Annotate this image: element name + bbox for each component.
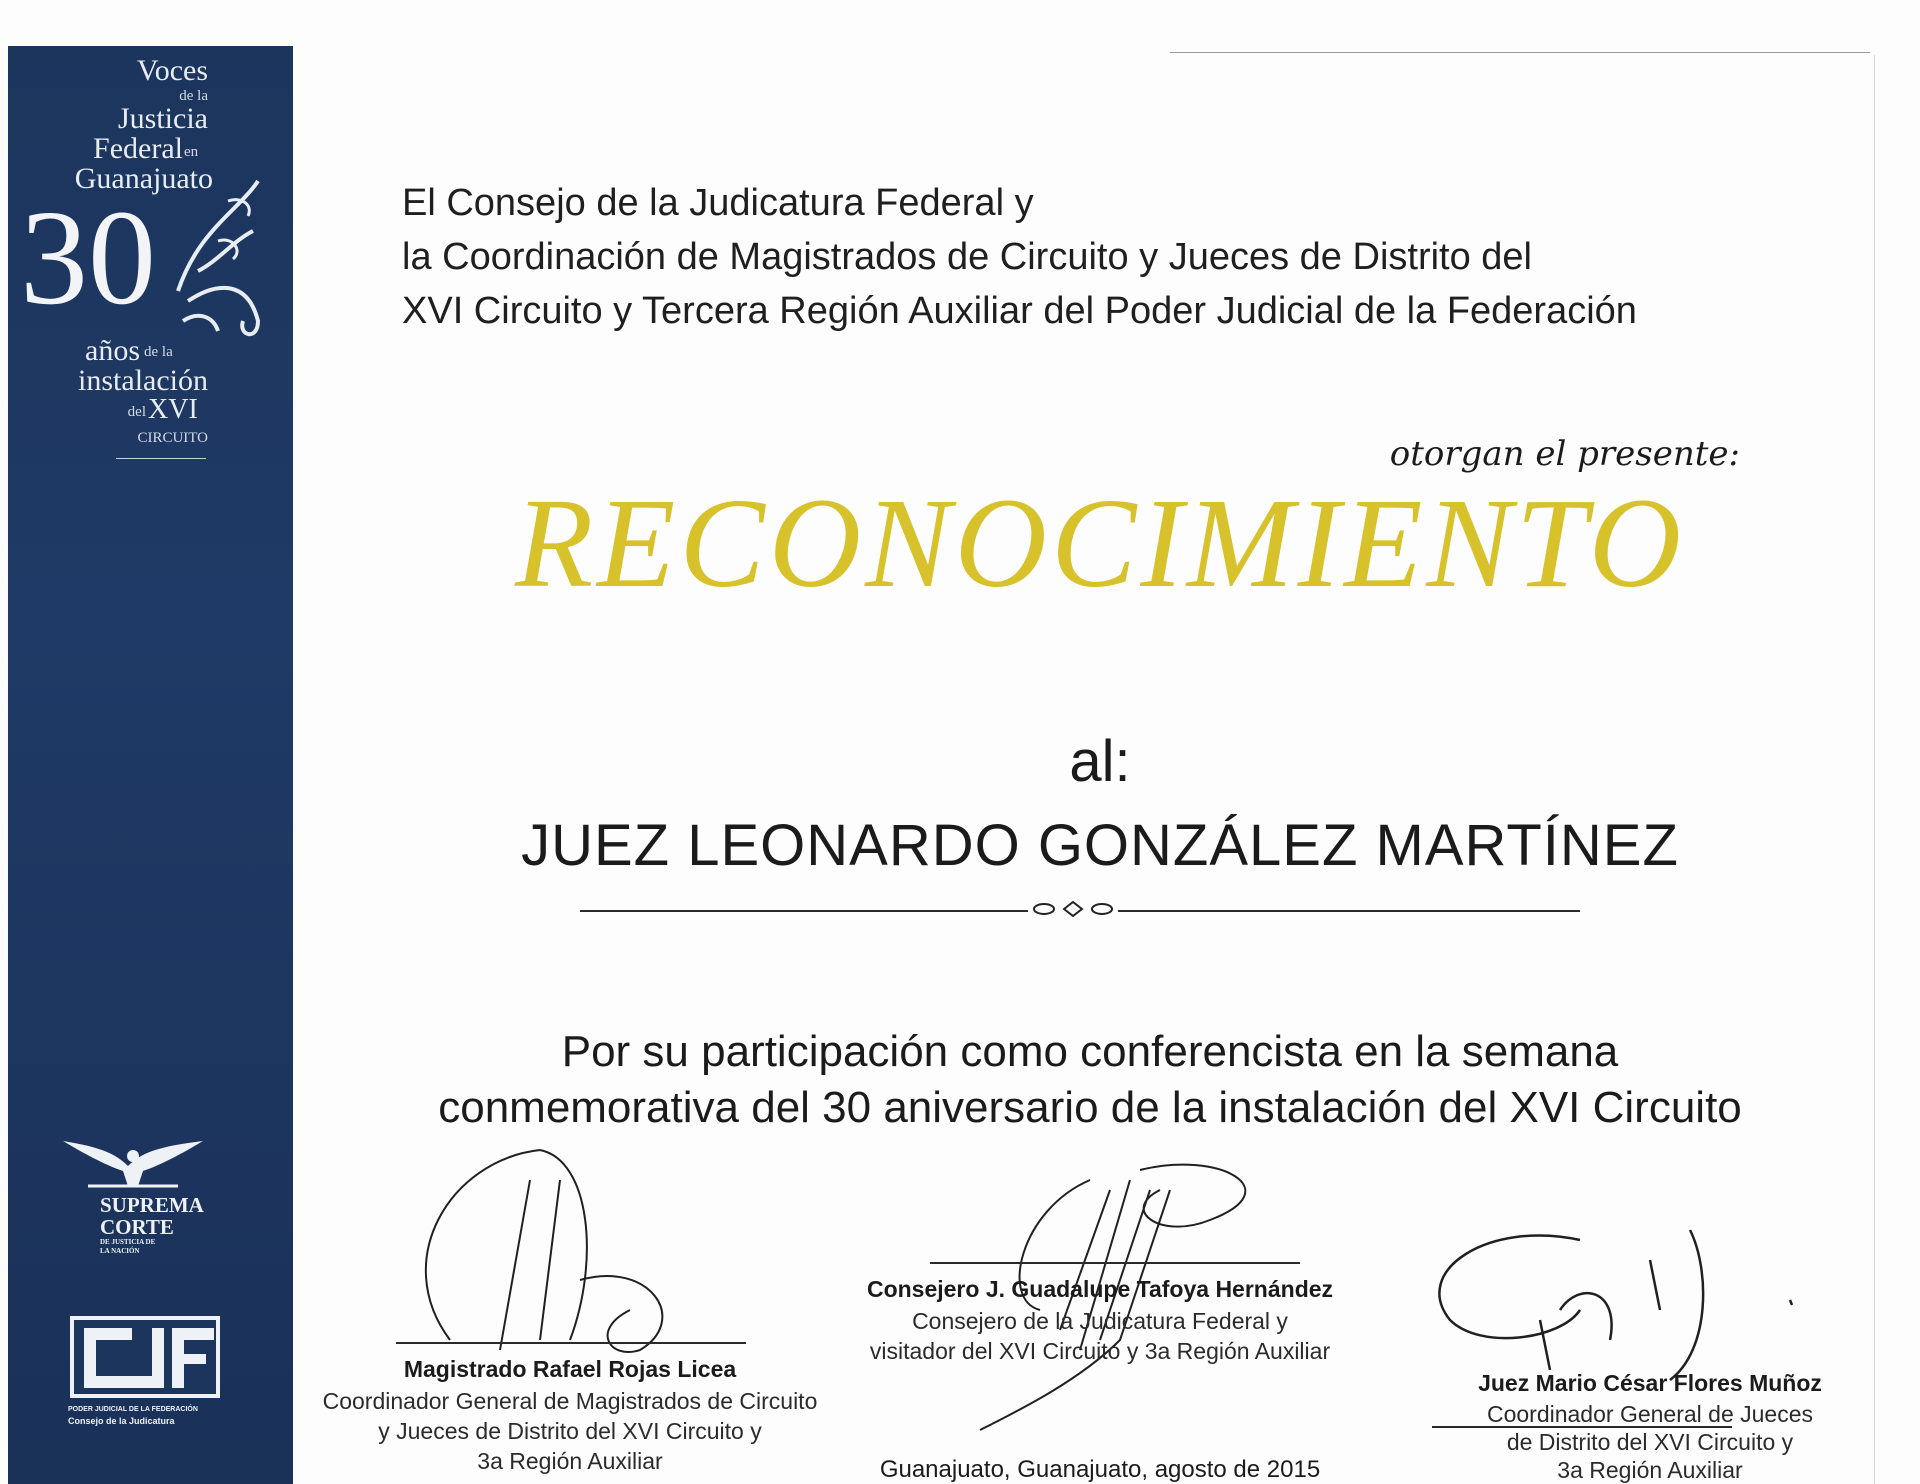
cjf-letter-f-top: [172, 1328, 214, 1340]
signature-2-line: [930, 1262, 1300, 1264]
al-label: al:: [1069, 729, 1131, 794]
signatory-1-role-line3: 3a Región Auxiliar: [477, 1448, 663, 1474]
sidebar-banner: [8, 46, 293, 1484]
cjf-logo: [70, 1316, 220, 1398]
scjn-line3: DE JUSTICIA DE: [100, 1238, 156, 1246]
signatory-3-name: Juez Mario César Flores Muñoz: [1478, 1370, 1822, 1396]
sidebar-number-30: 30: [20, 183, 156, 333]
description-line2: conmemorativa del 30 aniversario de la instalación del XVI Circuito: [438, 1083, 1742, 1132]
sidebar-en: en: [184, 144, 199, 160]
issuer-line2: la Coordinación de Magistrados de Circuito y Jueces de Distrito del: [402, 236, 1532, 278]
sidebar-guanajuato: Guanajuato: [74, 162, 213, 195]
signature-3-icon: [1410, 1210, 1830, 1390]
sidebar-anos: años: [85, 334, 140, 367]
sidebar-de-la-2: de la: [144, 344, 173, 360]
scjn-line2: CORTE: [100, 1215, 174, 1239]
signatory-2-name: Consejero J. Guadalupe Tafoya Hernández: [866, 1276, 1334, 1302]
sidebar-circuito: CIRCUITO: [137, 430, 208, 446]
sidebar-divider: [116, 458, 206, 459]
ornament-scroll-icon: [158, 171, 283, 346]
signatory-2-role: [820, 1306, 1380, 1366]
signatory-3-role: [1420, 1400, 1880, 1484]
sidebar-voces: Voces: [136, 54, 208, 87]
flourish-ornament-icon: [1028, 896, 1118, 922]
top-border-rule: [1170, 52, 1870, 53]
cjf-line1: PODER JUDICIAL DE LA FEDERACIÓN: [68, 1406, 198, 1413]
description-block: [340, 1024, 1840, 1136]
certificate-title: RECONOCIMIENTO: [514, 472, 1686, 614]
right-edge-rule: [1874, 55, 1875, 1484]
cjf-line2: Consejo de la Judicatura: [68, 1416, 175, 1426]
issuer-block: [402, 176, 1802, 338]
signatory-1-role: [290, 1386, 850, 1476]
scjn-line4: LA NACIÓN: [100, 1247, 140, 1255]
scjn-logo: [100, 1194, 240, 1256]
signatory-1-name: Magistrado Rafael Rojas Licea: [403, 1356, 737, 1382]
signatory-3-role-line1: Coordinador General de Jueces: [1486, 1401, 1814, 1427]
scjn-line1: SUPREMA: [100, 1193, 204, 1217]
issuer-line1: El Consejo de la Judicatura Federal y: [402, 182, 1034, 224]
description-line1: Por su participación como conferencista en la semana: [561, 1027, 1619, 1076]
eagle-emblem-icon: [58, 1126, 208, 1196]
cjf-letter-f-mid: [172, 1354, 206, 1364]
sidebar-instalacion: instalación: [78, 364, 208, 397]
signatory-1-role-line1: Coordinador General de Magistrados de Circuito: [322, 1388, 818, 1414]
cjf-letter-j: [124, 1328, 164, 1388]
otorgan-text: otorgan el presente:: [1389, 434, 1740, 474]
sidebar-de-la: de la: [179, 88, 208, 104]
signatory-3-role-line2: de Distrito del XVI Circuito y: [1506, 1429, 1794, 1455]
signatory-2-role-line2: visitador del XVI Circuito y 3a Región Auxiliar: [869, 1338, 1331, 1364]
signature-1-icon: [390, 1140, 710, 1360]
signatory-2-role-line1: Consejero de la Judicatura Federal y: [912, 1308, 1288, 1334]
signatory-1-role-line2: y Jueces de Distrito del XVI Circuito y: [378, 1418, 762, 1444]
signatory-3-role-line3: 3a Región Auxiliar: [1557, 1457, 1743, 1483]
recipient-name: JUEZ LEONARDO GONZÁLEZ MARTÍNEZ: [521, 813, 1679, 878]
issuer-line3: XVI Circuito y Tercera Región Auxiliar del Poder Judicial de la Federación: [402, 290, 1637, 332]
sidebar-xvi: XVI: [148, 394, 198, 425]
sidebar-del: del: [127, 404, 146, 420]
issue-date: Guanajuato, Guanajuato, agosto de 2015: [879, 1456, 1321, 1483]
signature-1-line: [396, 1342, 746, 1344]
sidebar-justicia: Justicia: [118, 102, 208, 135]
sidebar-federal: Federal: [93, 132, 183, 165]
